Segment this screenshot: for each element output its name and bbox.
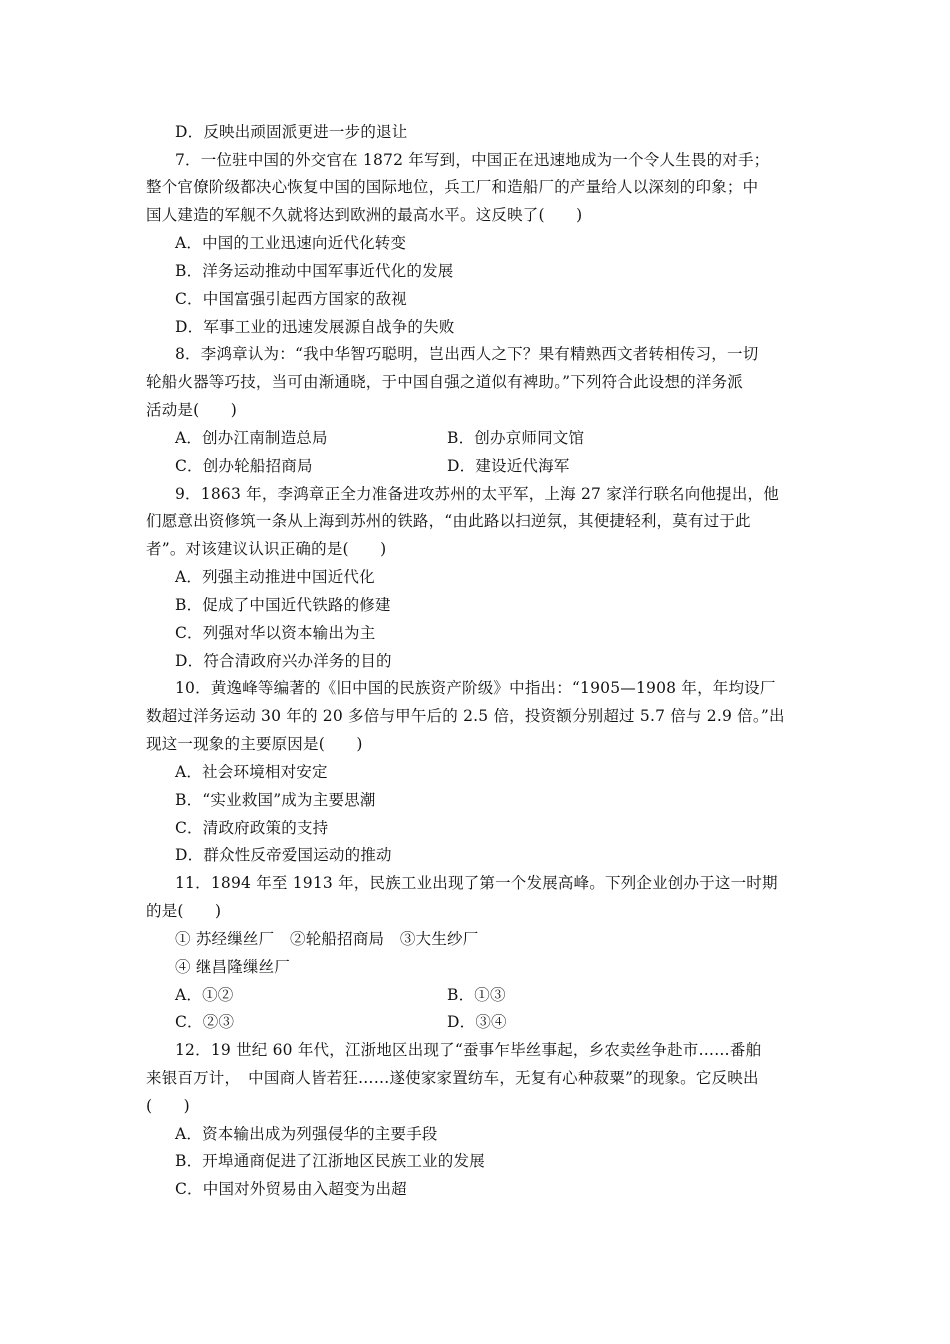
q8-stem-line-3: 活动是( ): [146, 401, 237, 419]
q10-stem-line-2: 数超过洋务运动 30 年的 20 多倍与甲午后的 2.5 倍，投资额分别超过 5.7 倍与 2.9 倍。”出: [146, 707, 785, 725]
q7-stem-line-2: 整个官僚阶级都决心恢复中国的国际地位，兵工厂和造船厂的产量给人以深刻的印象；中: [146, 178, 759, 196]
q11-option-c: C．②③: [175, 1013, 235, 1031]
q10-option-d: D．群众性反帝爱国运动的推动: [175, 846, 392, 864]
q9-stem-line-2: 们愿意出资修筑一条从上海到苏州的铁路，“由此路以扫逆氛，其便捷轻利，莫有过于此: [146, 512, 751, 530]
q9-stem-line-3: 者”。对该建议认识正确的是( ): [146, 540, 387, 558]
q12-option-b: B．开埠通商促进了江浙地区民族工业的发展: [175, 1152, 485, 1170]
q12-stem-line-1: 12．19 世纪 60 年代，江浙地区出现了“蚕事乍毕丝事起，乡农卖丝争赴市……番舶: [175, 1041, 762, 1059]
q10-stem-line-1: 10．黄逸峰等编著的《旧中国的民族资产阶级》中指出：“1905—1908 年，年均设厂: [175, 679, 776, 697]
q12-option-c: C．中国对外贸易由入超变为出超: [175, 1180, 407, 1198]
q8-option-c: C．创办轮船招商局: [175, 457, 313, 475]
q11-items-line-1: ① 苏经缫丝厂 ②轮船招商局 ③大生纱厂: [175, 930, 479, 948]
q12-option-a: A．资本输出成为列强侵华的主要手段: [175, 1125, 438, 1143]
q8-stem-line-2: 轮船火器等巧技，当可由渐通晓，于中国自强之道似有裨助。”下列符合此设想的洋务派: [146, 373, 743, 391]
q11-option-a: A．①②: [175, 986, 234, 1004]
q8-option-b: B．创办京师同文馆: [447, 429, 585, 447]
q11-stem-line-1: 11．1894 年至 1913 年，民族工业出现了第一个发展高峰。下列企业创办于这一时期: [175, 874, 778, 892]
q8-stem-line-1: 8．李鸿章认为：“我中华智巧聪明，岂出西人之下？果有精熟西文者转相传习，一切: [175, 345, 759, 363]
q9-option-c: C．列强对华以资本输出为主: [175, 624, 376, 642]
q10-option-a: A．社会环境相对安定: [175, 763, 328, 781]
q7-option-b: B．洋务运动推动中国军事近代化的发展: [175, 262, 454, 280]
q8-option-d: D．建设近代海军: [447, 457, 570, 475]
q11-option-d: D．③④: [447, 1013, 507, 1031]
q10-option-c: C．清政府政策的支持: [175, 819, 329, 837]
q9-option-d: D．符合清政府兴办洋务的目的: [175, 652, 392, 670]
q11-stem-line-2: 的是( ): [146, 902, 222, 920]
q12-stem-line-2: 来银百万计， 中国商人皆若狂……遂使家家置纺车，无复有心种菽粟”的现象。它反映出: [146, 1069, 759, 1087]
q9-option-a: A．列强主动推进中国近代化: [175, 568, 375, 586]
q10-stem-line-3: 现这一现象的主要原因是( ): [146, 735, 363, 753]
q7-stem-line-3: 国人建造的军舰不久就将达到欧洲的最高水平。这反映了( ): [146, 206, 583, 224]
q12-stem-line-3: ( ): [146, 1097, 190, 1115]
q9-option-b: B．促成了中国近代铁路的修建: [175, 596, 391, 614]
q10-option-b: B．“实业救国”成为主要思潮: [175, 791, 376, 809]
q7-option-d: D．军事工业的迅速发展源自战争的失败: [175, 318, 455, 336]
q7-option-c: C．中国富强引起西方国家的敌视: [175, 290, 407, 308]
q7-option-a: A．中国的工业迅速向近代化转变: [175, 234, 407, 252]
q9-stem-line-1: 9．1863 年，李鸿章正全力准备进攻苏州的太平军，上海 27 家洋行联名向他提出，他: [175, 485, 779, 503]
q6-option-d: D．反映出顽固派更进一步的退让: [175, 123, 408, 141]
q7-stem-line-1: 7．一位驻中国的外交官在 1872 年写到，中国正在迅速地成为一个令人生畏的对手；: [175, 151, 770, 169]
q11-option-b: B．①③: [447, 986, 506, 1004]
q11-items-line-2: ④ 继昌隆缫丝厂: [175, 958, 291, 976]
q8-option-a: A．创办江南制造总局: [175, 429, 328, 447]
